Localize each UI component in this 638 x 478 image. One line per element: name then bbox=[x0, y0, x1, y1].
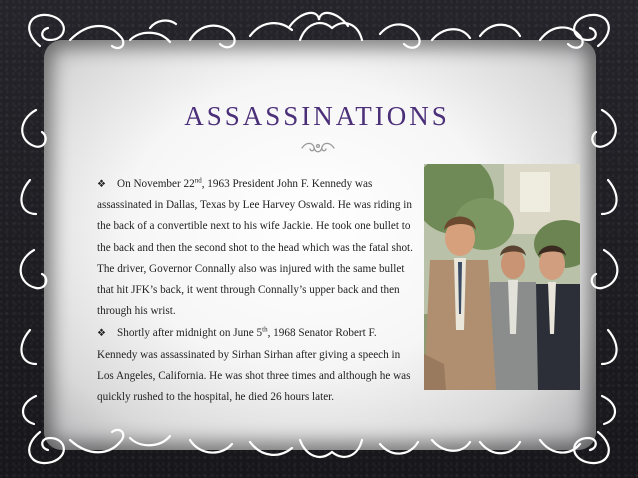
paragraph-text-start: On November 22 bbox=[117, 178, 195, 190]
paragraph-text-end: , 1968 Senator Robert F. Kennedy was assassinated by Sirhan Sirhan after giving a speech in Los Angeles, California. He was shot three times and although he was quickly rushed to the hospital, he died 26 hours later. bbox=[97, 327, 411, 404]
paragraph-text-start: Shortly after midnight on June 5 bbox=[117, 327, 263, 340]
kennedy-brothers-photo bbox=[424, 164, 580, 390]
ordinal-suffix: nd bbox=[194, 176, 202, 185]
diamond-bullet-icon: ❖ bbox=[97, 328, 106, 340]
diamond-bullet-icon: ❖ bbox=[97, 179, 106, 190]
paragraph-rfk bbox=[97, 323, 415, 408]
paragraph-jfk bbox=[97, 174, 415, 322]
paragraph-text-end: , 1963 President John F. Kennedy was assassinated in Dallas, Texas by Lee Harvey Oswald. He was riding in the back of a convertible next to his wife Jackie. He took one bullet to the back and then the second shot to the head which was the fatal shot. The driver, Governor Connally also was injured with the same bullet that hit JFK’s back, it went through Connally’s upper back and then through his wrist. bbox=[97, 178, 413, 318]
scroll-flourish-icon bbox=[300, 139, 336, 157]
slide-title: ASSASSINATIONS bbox=[184, 101, 450, 131]
ordinal-suffix: th bbox=[262, 325, 268, 334]
body-text bbox=[97, 174, 415, 409]
